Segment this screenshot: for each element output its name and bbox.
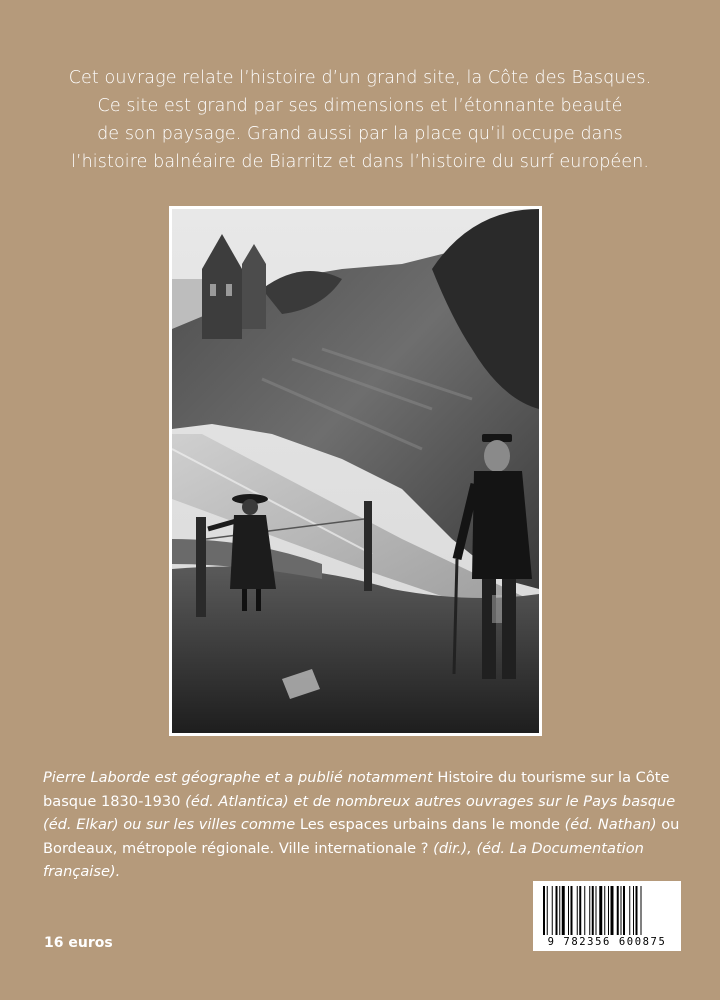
price-label: 16 euros [44,935,113,951]
barcode-bar [568,886,569,935]
barcode-bar [559,886,560,935]
barcode-bar [556,886,558,935]
author-bio [43,766,683,884]
intro-line: Cet ouvrage relate l’histoire d’un grand site, la Côte des Basques. [68,68,652,88]
barcode-bar [552,886,553,935]
intro-text [40,64,680,176]
barcode-bar [633,886,634,935]
barcode-bar [579,886,581,935]
bio-italic-run: (dir.), [433,839,477,857]
barcode-bar [629,886,630,935]
bio-italic-run: Pierre Laborde est géographe et a publié notamment [43,769,438,786]
barcode-bar [596,886,597,935]
barcode-bar [584,886,585,935]
bio-title-run: Les espaces urbains dans le monde [299,816,565,833]
bio-italic-run: (éd. Atlantica) et de nombreux autres ouvrages sur le Pays basque (éd. Elkar) ou sur les villes comme [43,792,676,833]
historic-photo [169,206,542,736]
barcode-bar [636,886,638,935]
barcode-bar [562,886,565,935]
bio-title-run: ou Bordeaux, métropole régionale. Ville internationale ? [43,816,680,857]
bio-title-run: Histoire du tourisme sur la Côte basque 1830-1930 [43,769,670,810]
barcode-bar [589,886,590,935]
intro-line: l’histoire balnéaire de Biarritz et dans l’histoire du surf européen. [70,152,649,172]
barcode-bar [599,886,602,935]
cliff-photo-illustration [172,209,539,733]
barcode-bar [592,886,594,935]
barcode-bar [621,886,622,935]
barcode-bar [547,886,548,935]
barcode-bar [543,886,545,935]
barcode-bar [641,886,642,935]
barcode-bar [617,886,619,935]
bio-italic-run: (éd. La Documentation française). [43,839,644,880]
barcode-bar [608,886,609,935]
barcode-bar [571,886,573,935]
isbn-barcode [533,881,681,951]
barcode-bar [611,886,614,935]
barcode-bar [623,886,625,935]
intro-line: Ce site est grand par ses dimensions et l’étonnante beauté [97,96,623,116]
barcode-bar [604,886,605,935]
bio-italic-run: (éd. Nathan) [564,816,662,833]
barcode-bar [577,886,578,935]
barcode-digits: 9 782356 600875 [547,936,667,948]
intro-line: de son paysage. Grand aussi par la place qu’il occupe dans [97,124,623,144]
